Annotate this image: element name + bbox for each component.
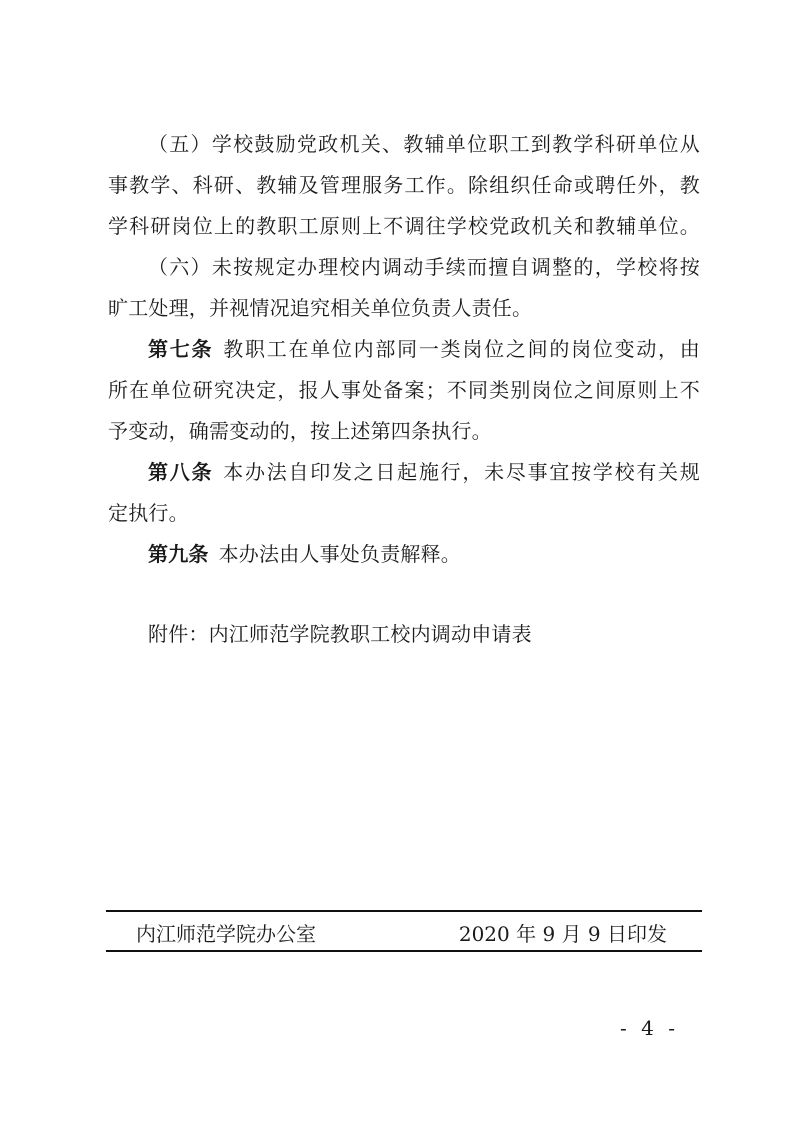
item5-line2: 事教学、科研、教辅及管理服务工作。除组织任命或聘任外，教 xyxy=(108,173,700,197)
article9-text: 本办法由人事处负责解释。 xyxy=(218,542,462,566)
page-number: - 4 - xyxy=(620,1016,679,1040)
item6-line1: （六）未按规定办理校内调动手续而擅自调整的，学校将按 xyxy=(148,255,700,279)
item5-line3: 学科研岗位上的教职工原则上不调往学校党政机关和教辅单位。 xyxy=(108,214,700,238)
item6-line2: 旷工处理，并视情况追究相关单位负责人责任。 xyxy=(108,296,533,320)
footer-issuer: 内江师范学院办公室 xyxy=(136,922,316,946)
article8-line2: 定执行。 xyxy=(108,501,189,525)
item5-line1: （五）学校鼓励党政机关、教辅单位职工到教学科研单位从 xyxy=(148,132,700,156)
footer-top-rule xyxy=(106,910,702,912)
article9-line1 xyxy=(148,540,700,568)
footer-date: 2020 年 9 月 9 日印发 xyxy=(458,922,667,946)
article8-heading: 第八条 xyxy=(148,460,214,484)
article7-line2: 所在单位研究决定，报人事处备案；不同类别岗位之间原则上不 xyxy=(108,378,700,402)
article7-text: 教职工在单位内部同一类岗位之间的岗位变动，由 xyxy=(223,337,700,361)
attachment-line: 附件：内江师范学院教职工校内调动申请表 xyxy=(148,622,532,646)
footer-bottom-rule xyxy=(106,950,702,952)
article7-line1 xyxy=(148,335,700,363)
article9-heading: 第九条 xyxy=(148,542,209,566)
article8-line1 xyxy=(148,458,700,486)
article7-heading: 第七条 xyxy=(148,337,214,361)
article8-text: 本办法自印发之日起施行，未尽事宜按学校有关规 xyxy=(223,460,700,484)
article7-line3: 予变动，确需变动的，按上述第四条执行。 xyxy=(108,419,492,443)
